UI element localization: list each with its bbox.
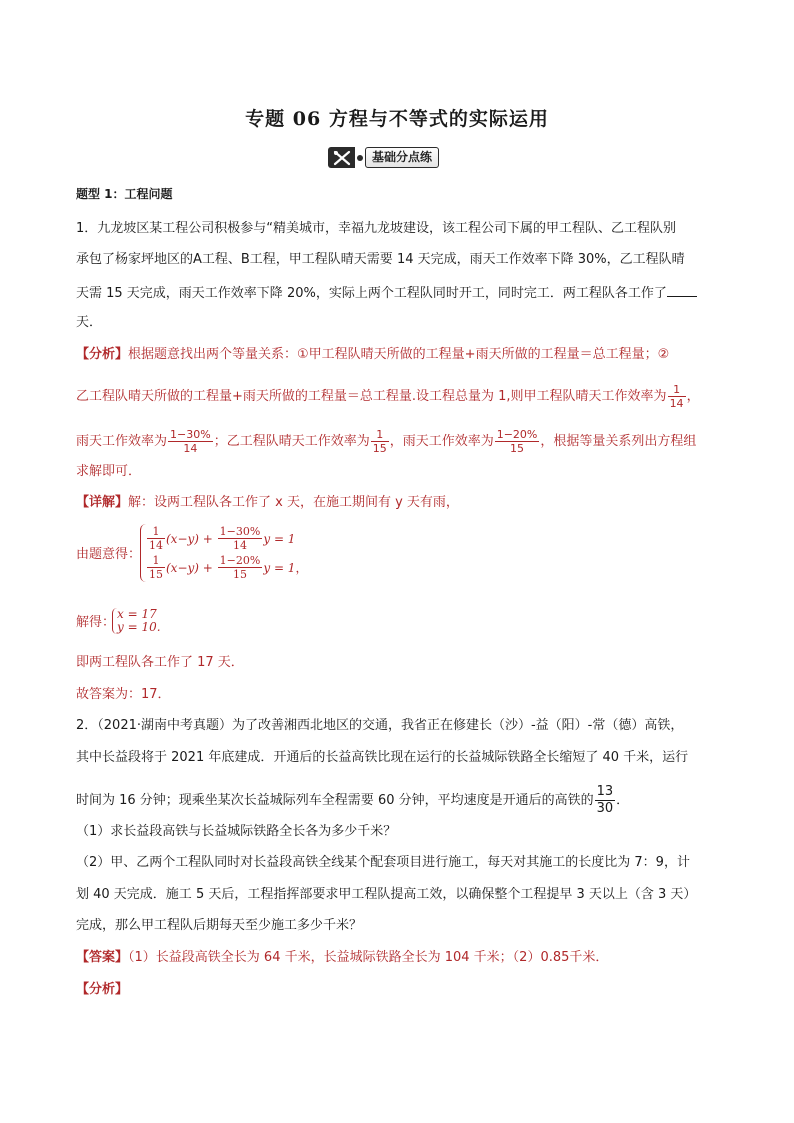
analysis-text-1: 根据题意找出两个等量关系：①甲工程队晴天所做的工程量+雨天所做的工程量＝总工程量；② <box>128 347 670 362</box>
badge-label: 基础分点练 <box>365 147 439 168</box>
punct: ． <box>616 793 630 808</box>
equation-term: y = 1 <box>263 560 296 575</box>
q2-line-6: 划 40 天完成．施工 5 天后，工程指挥部要求甲工程队提高工效，以确保整个工程提早 3 天以上（含 3 天） <box>76 887 697 902</box>
page-title: 专题 06 方程与不等式的实际运用 <box>245 108 549 130</box>
fraction <box>147 554 165 581</box>
detail-text-1: 解：设两工程队各工作了 x 天，在施工期间有 y 天有雨， <box>128 495 459 510</box>
fraction-denominator: 15 <box>372 442 387 455</box>
fraction-denominator: 30 <box>596 801 614 816</box>
analysis-text-3b: ；乙工程队晴天工作效率为 <box>213 434 370 449</box>
badge-dot <box>357 155 363 161</box>
equation-term: y = 1 <box>263 531 296 546</box>
fraction <box>595 784 616 817</box>
fraction-numerator: 1 <box>147 554 165 568</box>
detail-tag: 【详解】 <box>76 495 129 510</box>
fraction-denominator: 15 <box>510 442 525 455</box>
section-badge <box>328 147 439 168</box>
q2-line-3 <box>76 784 629 817</box>
fraction <box>371 428 389 455</box>
fraction-numerator: 1 <box>147 525 165 539</box>
fraction-denominator: 15 <box>149 568 163 581</box>
q1-line-3 <box>76 282 697 304</box>
analysis-line-4: 求解即可． <box>76 464 142 479</box>
q1-line-4: 天． <box>76 315 103 330</box>
punct: . <box>156 620 161 634</box>
q2-line-4: （1）求长益段高铁与长益城际铁路全长各为多少千米？ <box>76 824 397 839</box>
solution-y-row <box>117 621 161 634</box>
punct: ， <box>686 389 700 404</box>
fraction-numerator: 1−30% <box>170 428 211 441</box>
detail-line-3: 解得： <box>76 615 116 630</box>
solution-x: x = 17 <box>117 607 157 621</box>
equation-term: (x−y) + <box>166 531 213 546</box>
analysis-line-1 <box>76 345 669 365</box>
q2-line-2: 其中长益段将于 2021 年底建成．开通后的长益高铁比现在运行的长益城际铁路全长缩短了 40 千米，运行 <box>76 750 689 765</box>
solution-y: y = 10 <box>117 620 157 634</box>
q1-line-3-text: 天需 15 天完成，雨天工作效率下降 20%，实际上两个工程队同时开工，同时完工．两工程队各工作了 <box>76 286 667 301</box>
fraction <box>168 428 213 455</box>
detail-line-5: 故答案为：17． <box>76 687 171 702</box>
fraction-numerator: 1 <box>668 383 686 397</box>
fraction-denominator: 14 <box>233 539 247 552</box>
punct: ， <box>295 561 308 575</box>
q1-line-1: 1．九龙坡区某工程公司积极参与“精美城市，幸福九龙坡建设，该工程公司下属的甲工程队、乙工程队别 <box>76 221 677 236</box>
fraction <box>147 525 165 552</box>
detail-line-2: 由题意得： <box>76 547 142 562</box>
answer-line <box>76 948 608 968</box>
fraction-numerator: 1 <box>371 428 389 442</box>
analysis2-tag: 【分析】 <box>76 982 129 997</box>
fraction-numerator: 1−30% <box>219 525 261 538</box>
fraction-denominator: 14 <box>149 539 163 552</box>
answer-tag: 【答案】 <box>76 950 129 965</box>
equation-system <box>140 524 307 582</box>
fraction-numerator: 13 <box>596 784 614 799</box>
detail-line-1 <box>76 493 459 513</box>
equation-2 <box>146 553 307 582</box>
fraction <box>218 525 263 552</box>
analysis-tag: 【分析】 <box>76 347 129 362</box>
equation-1 <box>146 524 307 553</box>
analysis-text-3d: ，根据等量关系列出方程组 <box>540 434 697 449</box>
fraction-denominator: 14 <box>183 442 198 455</box>
q1-line-2: 承包了杨家坪地区的A工程、B工程，甲工程队晴天需要 14 天完成，雨天工作效率下降 30%，乙工程队晴 <box>76 252 685 267</box>
fraction <box>218 554 263 581</box>
analysis-text-3c: ，雨天工作效率为 <box>389 434 494 449</box>
fraction <box>495 428 540 455</box>
fraction <box>668 383 686 410</box>
section-heading: 题型 1：工程问题 <box>76 187 173 201</box>
solution-system <box>112 608 161 634</box>
tools-icon <box>328 147 355 168</box>
q2-line-1: 2．（2021·湖南中考真题）为了改善湘西北地区的交通，我省正在修建长（沙）-益（阳）-常（德）高铁， <box>76 718 684 733</box>
q2-line-7: 完成，那么甲工程队后期每天至少施工多少千米？ <box>76 918 363 933</box>
analysis-text-3a: 雨天工作效率为 <box>76 434 168 449</box>
answer-blank <box>667 282 697 297</box>
q2-line-5: （2）甲、乙两个工程队同时对长益段高铁全线某个配套项目进行施工，每天对其施工的长度比为 7：9，计 <box>76 855 690 870</box>
analysis-line-2 <box>76 383 700 410</box>
fraction-denominator: 14 <box>669 397 684 410</box>
q2-text-3: 时间为 16 分钟；现乘坐某次长益城际列车全程需要 60 分钟，平均速度是开通后的高铁的 <box>76 793 594 808</box>
analysis-text-2: 乙工程队晴天所做的工程量+雨天所做的工程量＝总工程量.设工程总量为 1,则甲工程队晴天工作效率为 <box>76 389 667 404</box>
fraction-numerator: 1−20% <box>496 428 538 441</box>
detail-line-4: 即两工程队各工作了 17 天． <box>76 655 244 670</box>
analysis-line-3 <box>76 428 696 455</box>
equation-term: (x−y) + <box>166 560 213 575</box>
fraction-denominator: 15 <box>233 568 247 581</box>
fraction-numerator: 1−20% <box>219 554 261 567</box>
answer-text: （1）长益段高铁全长为 64 千米，长益城际铁路全长为 104 千米；（2）0.85千米． <box>128 950 609 965</box>
